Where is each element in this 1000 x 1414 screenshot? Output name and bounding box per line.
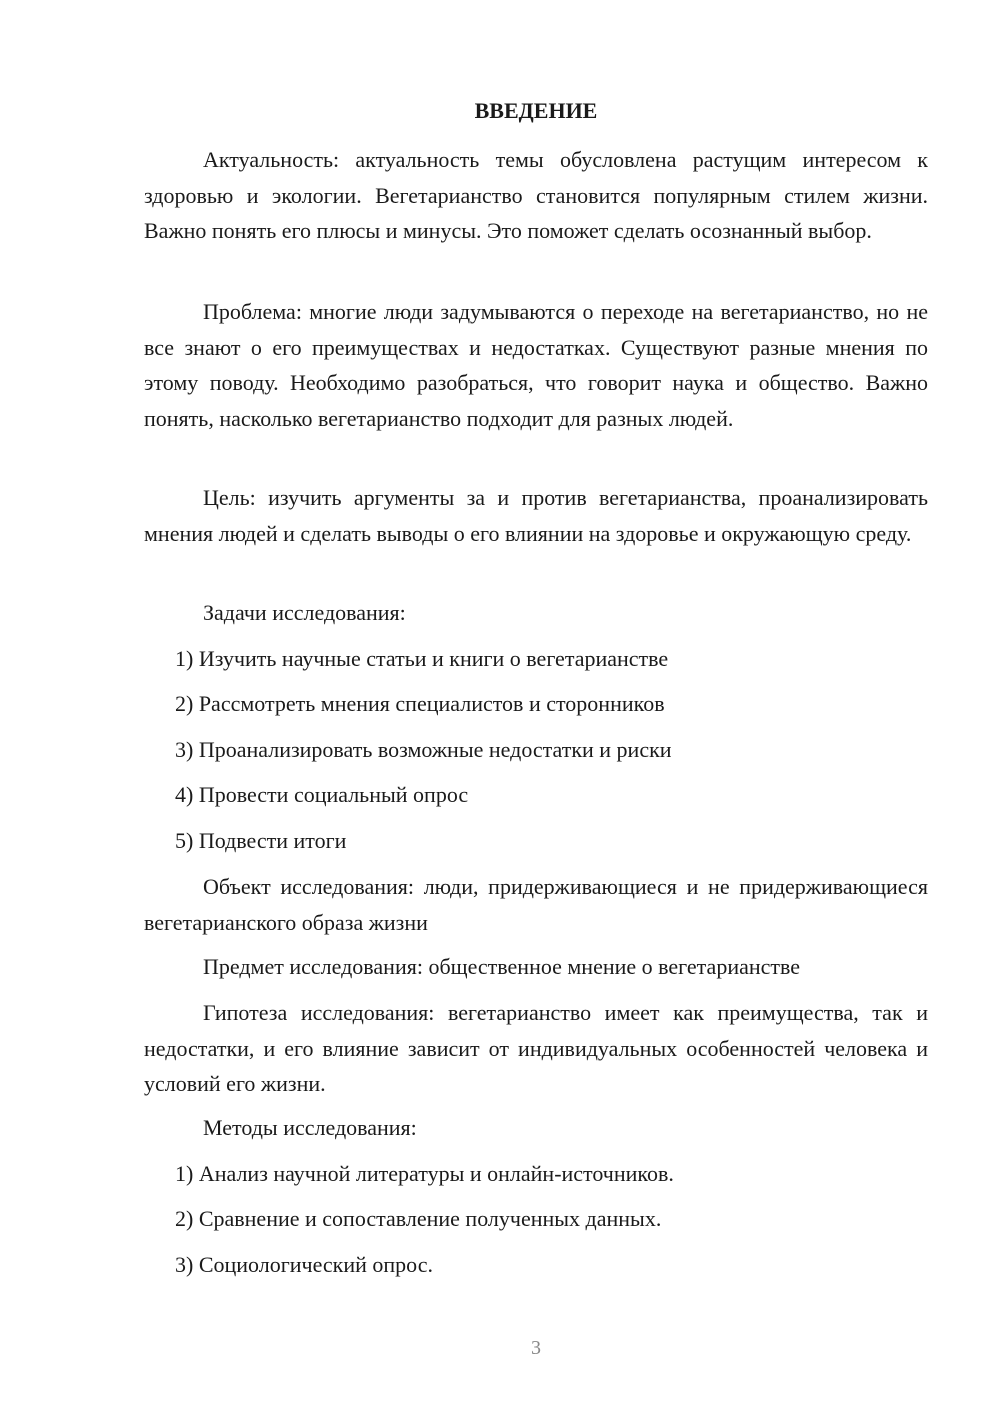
page-title: ВВЕДЕНИЕ <box>474 98 598 123</box>
paragraph-text: Актуальность: актуальность темы обусловлена растущим интересом к здоровью и экологии. Вегетарианство становится популярным стилем жизни. Важно понять его плюсы и минусы. Это поможет сделать осознанный выбор. <box>144 147 928 243</box>
page-number: 3 <box>531 1337 541 1359</box>
goal-paragraph <box>144 480 928 551</box>
task-item: 3) Проанализировать возможные недостатки и риски <box>175 737 672 762</box>
task-item: 2) Рассмотреть мнения специалистов и сторонников <box>175 691 665 716</box>
subject-line: Предмет исследования: общественное мнение о вегетарианстве <box>203 954 801 979</box>
object-paragraph <box>144 869 928 940</box>
method-item: 3) Социологический опрос. <box>175 1252 433 1277</box>
task-item: 5) Подвести итоги <box>175 828 347 853</box>
methods-heading: Методы исследования: <box>203 1115 417 1140</box>
tasks-heading: Задачи исследования: <box>203 600 406 625</box>
task-item: 1) Изучить научные статьи и книги о вегетарианстве <box>175 646 669 671</box>
paragraph-text: Цель: изучить аргументы за и против вегетарианства, проанализировать мнения людей и сделать выводы о его влиянии на здоровье и окружающую среду. <box>144 485 928 546</box>
problem-paragraph <box>144 294 928 436</box>
paragraph-text: Объект исследования: люди, придерживающиеся и не придерживающиеся вегетарианского образа жизни <box>144 874 928 935</box>
relevance-paragraph <box>144 142 928 249</box>
method-item: 2) Сравнение и сопоставление полученных данных. <box>175 1206 662 1231</box>
method-item: 1) Анализ научной литературы и онлайн-источников. <box>175 1161 674 1186</box>
paragraph-text: Проблема: многие люди задумываются о переходе на вегетарианство, но не все знают о его преимуществах и недостатках. Существуют разные мнения по этому поводу. Необходимо разобраться, что говорит наука и общество. Важно понять, насколько вегетарианство подходит для разных людей. <box>144 299 928 431</box>
task-item: 4) Провести социальный опрос <box>175 782 469 807</box>
paragraph-text: Гипотеза исследования: вегетарианство имеет как преимущества, так и недостатки, и его влияние зависит от индивидуальных особенностей человека и условий его жизни. <box>144 1000 928 1096</box>
hypothesis-paragraph <box>144 995 928 1102</box>
